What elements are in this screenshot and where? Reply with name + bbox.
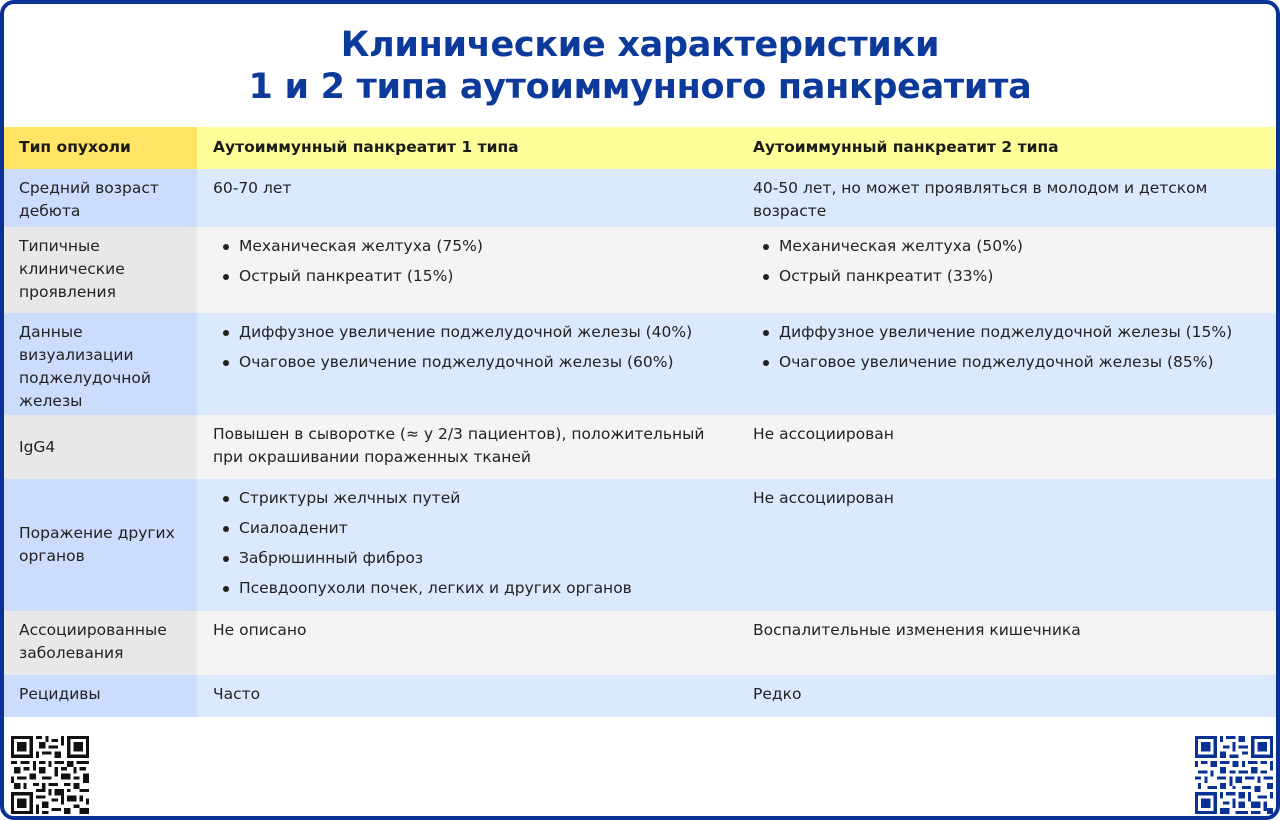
bullet-list: [753, 235, 1263, 288]
row-label: Средний возраст дебюта: [3, 169, 197, 227]
cell-type2: Воспалительные изменения кишечника: [737, 611, 1277, 675]
list-item: Механическая желтуха (50%): [763, 235, 1263, 258]
cell-type2: 40-50 лет, но может проявляться в молодом и детском возрасте: [737, 169, 1277, 227]
row-label: Данные визуализации поджелудочной железы: [3, 313, 197, 415]
list-item: Диффузное увеличение поджелудочной железы (15%): [763, 321, 1263, 344]
qr-code-icon[interactable]: [11, 736, 89, 814]
cell-type1: 60-70 лет: [197, 169, 737, 227]
cell-type1: [197, 227, 737, 313]
table-row-other-organs: [3, 479, 1277, 611]
cell-type2: Не ассоциирован: [737, 415, 1277, 479]
table-row-clinical-manifestations: [3, 227, 1277, 313]
list-item: Очаговое увеличение поджелудочной железы (60%): [223, 351, 723, 374]
bullet-list: [213, 321, 723, 374]
cell-type2: [737, 313, 1277, 415]
cell-type1: [197, 313, 737, 415]
header-tumor-type: Тип опухоли: [3, 127, 197, 169]
qr-code-icon[interactable]: [1195, 736, 1273, 814]
row-label: Ассоциированные заболевания: [3, 611, 197, 675]
cell-type2: Редко: [737, 675, 1277, 717]
list-item: Сиалоаденит: [223, 517, 723, 540]
table-row-associated-diseases: [3, 611, 1277, 675]
cell-type1: Не описано: [197, 611, 737, 675]
qr-code-left-graphic: [11, 736, 89, 814]
qr-code-right-graphic: [1195, 736, 1273, 814]
cell-type2: Не ассоциирован: [737, 479, 1277, 611]
table-row-igg4: [3, 415, 1277, 479]
title-line-2: 1 и 2 типа аутоиммунного панкреатита: [248, 67, 1032, 107]
comparison-table: [3, 127, 1277, 717]
bullet-list: [753, 321, 1263, 374]
table-row-relapses: [3, 675, 1277, 717]
cell-type1: Повышен в сыворотке (≈ у 2/3 пациентов), положительный при окрашивании пораженных тканей: [197, 415, 737, 479]
list-item: Псевдоопухоли почек, легких и других органов: [223, 577, 723, 600]
list-item: Острый панкреатит (33%): [763, 265, 1263, 288]
cell-type1: [197, 479, 737, 611]
header-aip-type1: Аутоиммунный панкреатит 1 типа: [197, 127, 737, 169]
table-row-imaging: [3, 313, 1277, 415]
list-item: Забрюшинный фиброз: [223, 547, 723, 570]
row-label: IgG4: [3, 415, 197, 479]
row-label: Поражение других органов: [3, 479, 197, 611]
bullet-list: [213, 487, 723, 600]
header-aip-type2: Аутоиммунный панкреатит 2 типа: [737, 127, 1277, 169]
list-item: Острый панкреатит (15%): [223, 265, 723, 288]
bullet-list: [213, 235, 723, 288]
table-header-row: [3, 127, 1277, 169]
page-title: [4, 24, 1276, 108]
list-item: Диффузное увеличение поджелудочной железы (40%): [223, 321, 723, 344]
cell-type1: Часто: [197, 675, 737, 717]
list-item: Механическая желтуха (75%): [223, 235, 723, 258]
list-item: Очаговое увеличение поджелудочной железы (85%): [763, 351, 1263, 374]
list-item: Стриктуры желчных путей: [223, 487, 723, 510]
cell-type2: [737, 227, 1277, 313]
table-row-onset-age: [3, 169, 1277, 227]
row-label: Рецидивы: [3, 675, 197, 717]
title-line-1: Клинические характеристики: [340, 25, 940, 65]
row-label: Типичные клинические проявления: [3, 227, 197, 313]
